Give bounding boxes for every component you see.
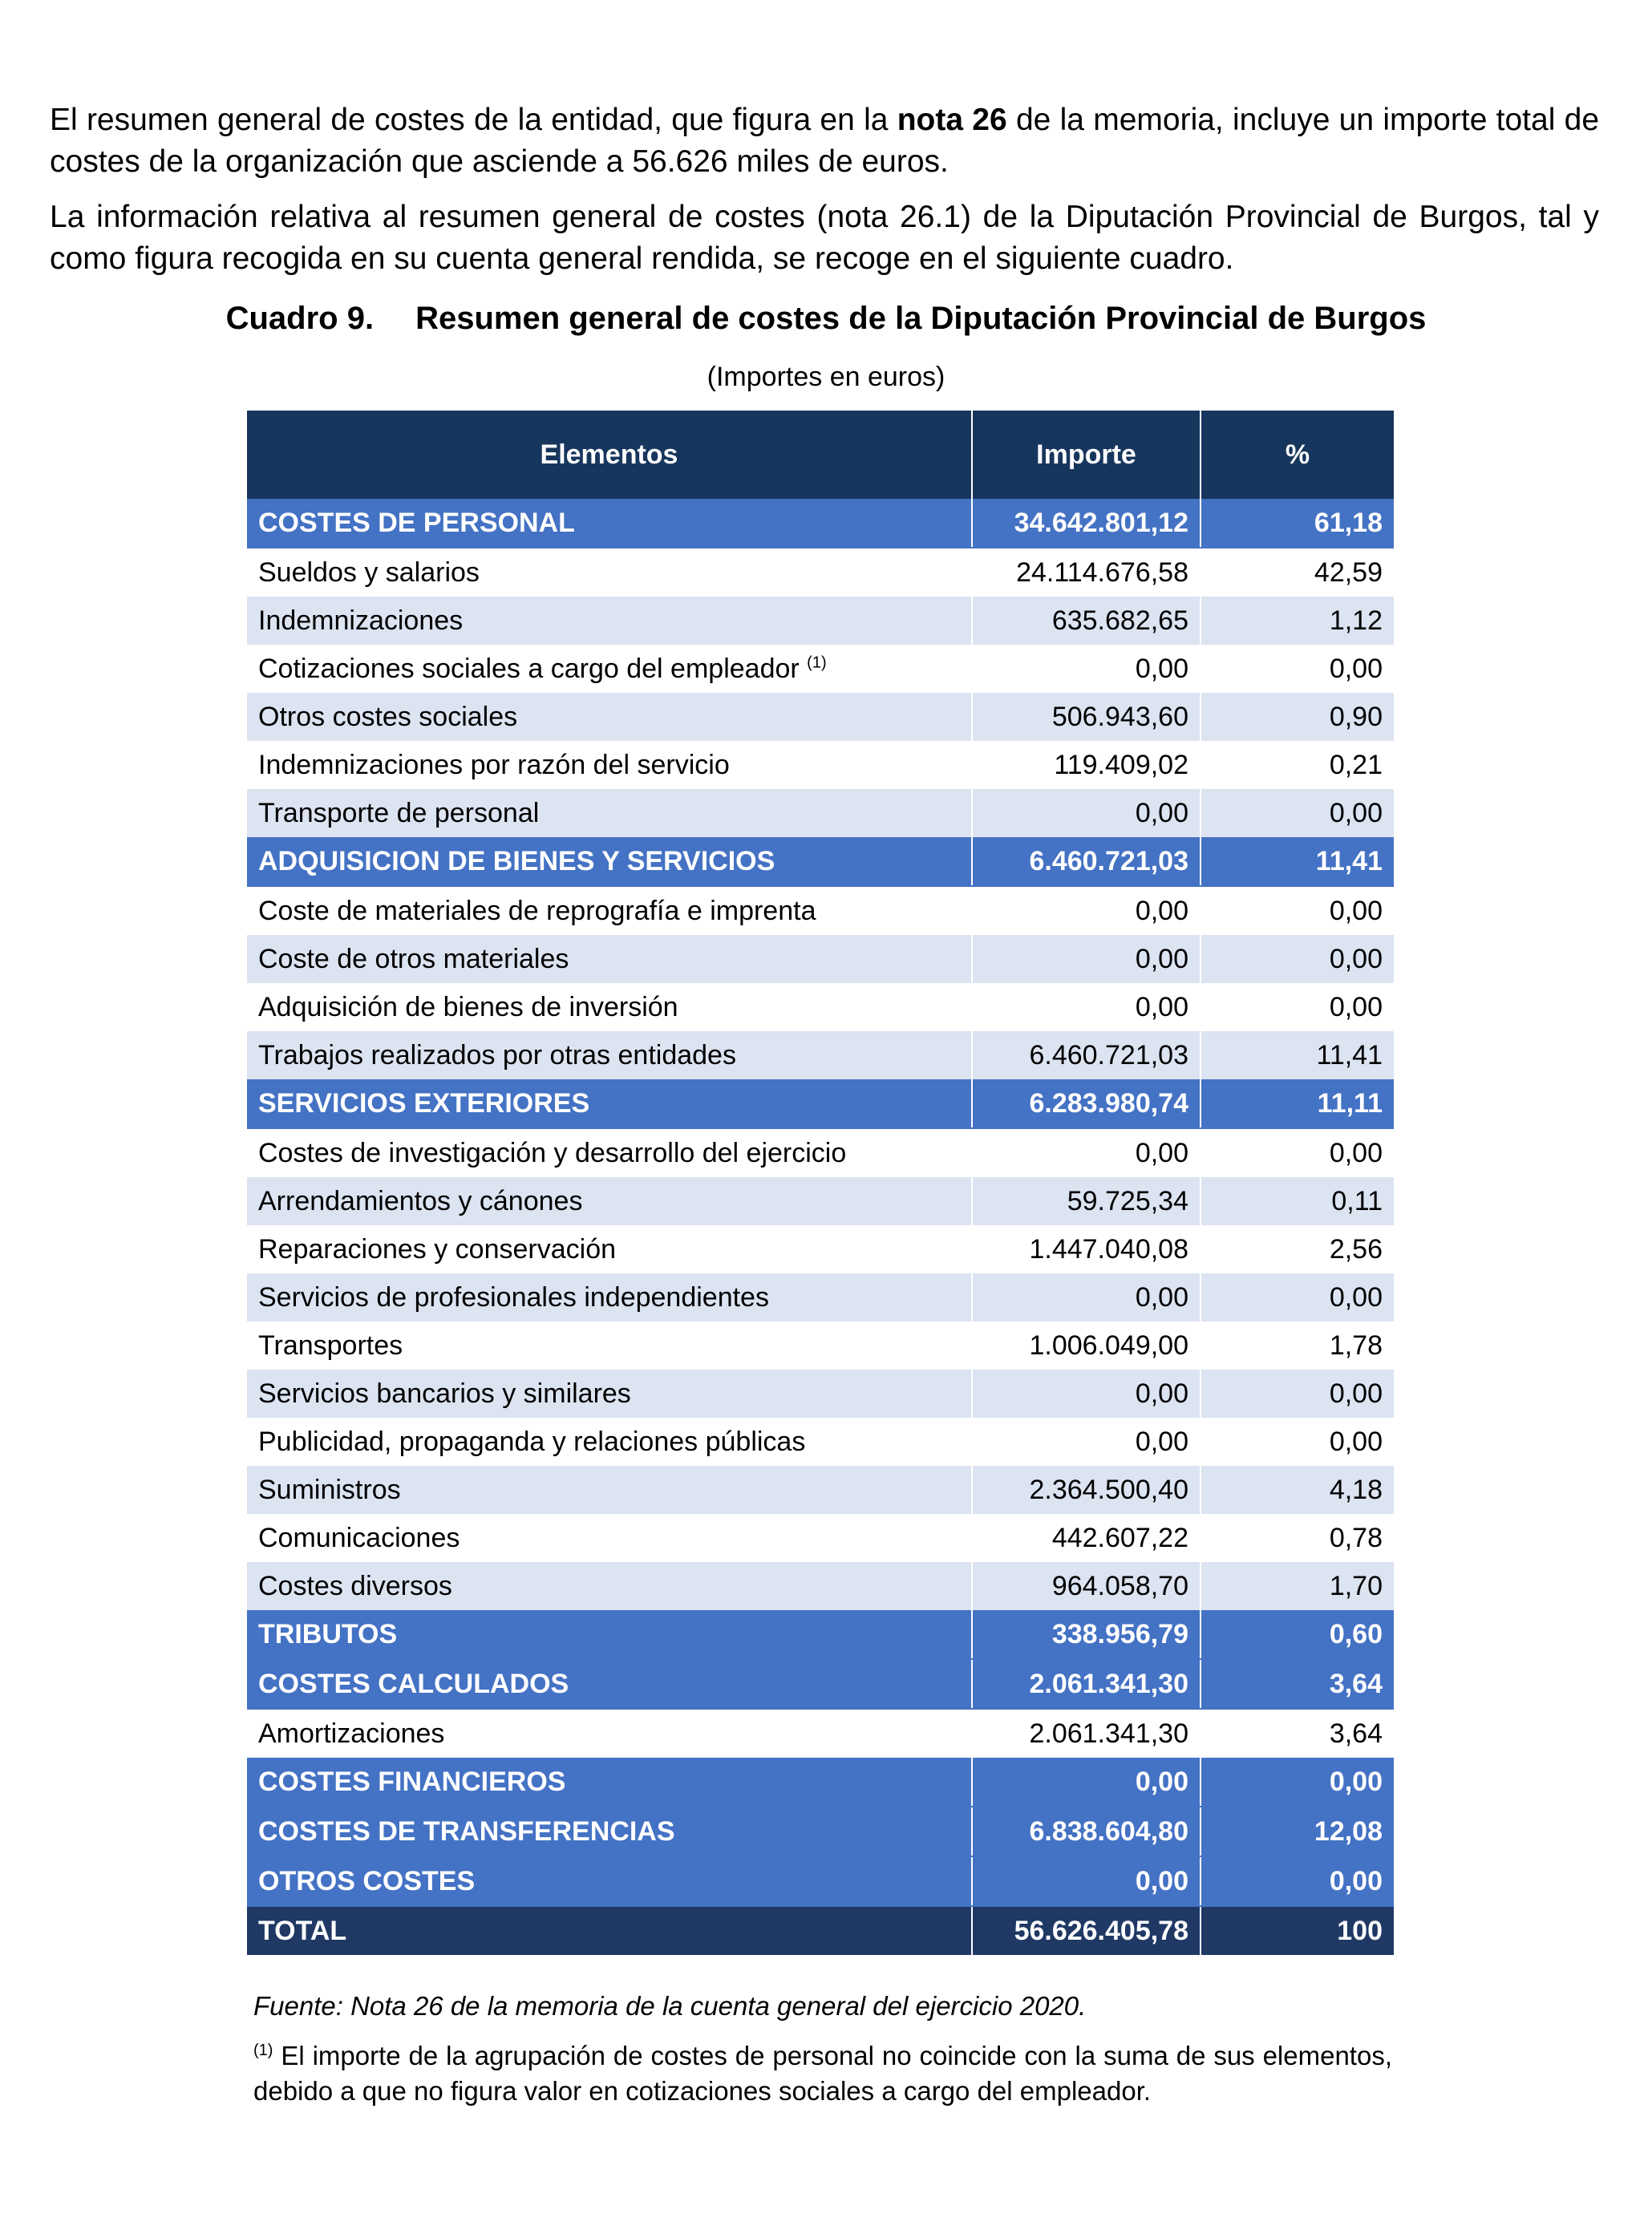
row-percent: 0,00 <box>1201 1418 1394 1466</box>
row-amount: 1.447.040,08 <box>972 1225 1201 1273</box>
row-label-text: Amortizaciones <box>258 1718 445 1749</box>
row-label <box>247 1906 972 1955</box>
row-label-text: Comunicaciones <box>258 1522 460 1553</box>
table-header-row <box>247 411 1394 499</box>
table-source: Fuente: Nota 26 de la memoria de la cuenta general del ejercicio 2020. <box>253 1991 1087 2021</box>
row-percent: 0,00 <box>1201 1856 1394 1906</box>
row-amount: 964.058,70 <box>972 1562 1201 1610</box>
row-amount: 0,00 <box>972 645 1201 693</box>
row-percent: 11,41 <box>1201 837 1394 886</box>
row-label-text: OTROS COSTES <box>258 1865 476 1896</box>
row-amount: 59.725,34 <box>972 1177 1201 1225</box>
row-label <box>247 499 972 548</box>
row-label <box>247 789 972 837</box>
row-percent: 0,00 <box>1201 935 1394 983</box>
row-percent: 3,64 <box>1201 1709 1394 1758</box>
row-amount: 6.460.721,03 <box>972 1031 1201 1079</box>
caption-title: Resumen general de costes de la Diputación Provincial de Burgos <box>415 301 1427 336</box>
intro-text-2: de la memoria, incluye un importe total de costes de la organización que asciende a 56.626 miles de euros. <box>50 103 1600 179</box>
table-row <box>247 1709 1394 1758</box>
row-label-text: Reparaciones y conservación <box>258 1233 617 1265</box>
row-label-text: Servicios bancarios y similares <box>258 1378 631 1409</box>
row-percent: 100 <box>1201 1906 1394 1955</box>
row-amount: 0,00 <box>972 1370 1201 1418</box>
row-label <box>247 597 972 645</box>
row-label <box>247 1466 972 1514</box>
row-percent: 0,78 <box>1201 1514 1394 1562</box>
row-label-text: COSTES CALCULADOS <box>258 1668 569 1699</box>
row-amount: 0,00 <box>972 1758 1201 1807</box>
units-note: (Importes en euros) <box>707 362 945 392</box>
table-row <box>247 1514 1394 1562</box>
row-amount: 0,00 <box>972 1418 1201 1466</box>
category-row <box>247 499 1394 548</box>
row-label-text: Coste de otros materiales <box>258 943 569 974</box>
row-label-text: Costes de investigación y desarrollo del ejercicio <box>258 1137 847 1168</box>
row-amount: 6.838.604,80 <box>972 1807 1201 1856</box>
footnote-reference: (1) <box>807 654 827 672</box>
table-row <box>247 789 1394 837</box>
row-label <box>247 548 972 597</box>
table-row <box>247 1321 1394 1370</box>
table-row <box>247 597 1394 645</box>
row-label-text: COSTES DE TRANSFERENCIAS <box>258 1815 675 1847</box>
row-percent: 12,08 <box>1201 1807 1394 1856</box>
intro-bold-note: nota 26 <box>897 103 1007 137</box>
row-label <box>247 1758 972 1807</box>
row-label-text: Indemnizaciones <box>258 605 464 636</box>
row-label <box>247 1273 972 1321</box>
row-amount: 635.682,65 <box>972 597 1201 645</box>
row-amount: 0,00 <box>972 1128 1201 1177</box>
table-row <box>247 886 1394 935</box>
row-label-text: Transporte de personal <box>258 797 540 828</box>
row-amount: 0,00 <box>972 1273 1201 1321</box>
row-amount: 1.006.049,00 <box>972 1321 1201 1370</box>
table-row <box>247 1370 1394 1418</box>
row-label <box>247 1562 972 1610</box>
row-percent: 0,00 <box>1201 1128 1394 1177</box>
row-percent: 1,78 <box>1201 1321 1394 1370</box>
table-row <box>247 1225 1394 1273</box>
table-row <box>247 935 1394 983</box>
row-label <box>247 645 972 693</box>
row-percent: 11,11 <box>1201 1079 1394 1128</box>
row-percent: 0,00 <box>1201 1273 1394 1321</box>
intro-paragraph <box>50 99 1599 183</box>
row-label-text: Cotizaciones sociales a cargo del empleador <box>258 653 800 684</box>
row-amount: 0,00 <box>972 886 1201 935</box>
table-row <box>247 983 1394 1031</box>
row-label <box>247 1514 972 1562</box>
row-label <box>247 1659 972 1709</box>
table-row <box>247 741 1394 789</box>
header-elementos: Elementos <box>247 411 972 499</box>
row-amount: 338.956,79 <box>972 1610 1201 1659</box>
table-row <box>247 1128 1394 1177</box>
row-label-text: Otros costes sociales <box>258 701 518 732</box>
row-label <box>247 1370 972 1418</box>
row-amount: 2.061.341,30 <box>972 1659 1201 1709</box>
table-row <box>247 1273 1394 1321</box>
row-label <box>247 886 972 935</box>
table-row <box>247 1031 1394 1079</box>
table-row <box>247 1177 1394 1225</box>
table-row <box>247 1466 1394 1514</box>
table-footnote <box>253 2038 1392 2109</box>
category-row <box>247 1758 1394 1807</box>
row-label <box>247 1079 972 1128</box>
row-label-text: COSTES DE PERSONAL <box>258 507 575 538</box>
row-label-text: Costes diversos <box>258 1570 452 1601</box>
row-label <box>247 1610 972 1659</box>
row-percent: 1,70 <box>1201 1562 1394 1610</box>
row-label-text: Coste de materiales de reprografía e imprenta <box>258 895 816 926</box>
row-label <box>247 1709 972 1758</box>
category-row <box>247 1807 1394 1856</box>
row-label <box>247 1856 972 1906</box>
row-label <box>247 1807 972 1856</box>
row-percent: 3,64 <box>1201 1659 1394 1709</box>
row-label-text: Servicios de profesionales independientes <box>258 1281 769 1313</box>
row-amount: 0,00 <box>972 983 1201 1031</box>
row-label <box>247 693 972 741</box>
row-label <box>247 1321 972 1370</box>
row-amount: 24.114.676,58 <box>972 548 1201 597</box>
table-row <box>247 1562 1394 1610</box>
row-amount: 0,00 <box>972 789 1201 837</box>
row-label-text: Adquisición de bienes de inversión <box>258 991 678 1022</box>
row-percent: 0,21 <box>1201 741 1394 789</box>
row-amount: 6.460.721,03 <box>972 837 1201 886</box>
total-row <box>247 1906 1394 1955</box>
row-amount: 2.061.341,30 <box>972 1709 1201 1758</box>
footnote-mark: (1) <box>253 2042 273 2059</box>
row-amount: 0,00 <box>972 1856 1201 1906</box>
row-label <box>247 1225 972 1273</box>
header-importe: Importe <box>972 411 1201 499</box>
row-percent: 0,60 <box>1201 1610 1394 1659</box>
table-row <box>247 693 1394 741</box>
row-percent: 0,11 <box>1201 1177 1394 1225</box>
row-amount: 0,00 <box>972 935 1201 983</box>
row-label <box>247 1128 972 1177</box>
row-percent: 0,00 <box>1201 886 1394 935</box>
row-percent: 61,18 <box>1201 499 1394 548</box>
footnote-text: El importe de la agrupación de costes de personal no coincide con la suma de sus elementos, debido a que no figura valor en cotizaciones sociales a cargo del empleador. <box>253 2041 1392 2106</box>
row-label-text: Trabajos realizados por otras entidades <box>258 1039 736 1071</box>
row-percent: 11,41 <box>1201 1031 1394 1079</box>
row-percent: 0,90 <box>1201 693 1394 741</box>
category-row <box>247 1079 1394 1128</box>
row-percent: 0,00 <box>1201 789 1394 837</box>
row-label-text: COSTES FINANCIEROS <box>258 1766 566 1797</box>
row-amount: 442.607,22 <box>972 1514 1201 1562</box>
row-percent: 0,00 <box>1201 1370 1394 1418</box>
row-label-text: Publicidad, propaganda y relaciones públicas <box>258 1426 806 1457</box>
row-label-text: Arrendamientos y cánones <box>258 1185 583 1216</box>
row-label-text: SERVICIOS EXTERIORES <box>258 1087 590 1119</box>
row-percent: 0,00 <box>1201 645 1394 693</box>
table-body <box>247 499 1394 1955</box>
row-percent: 2,56 <box>1201 1225 1394 1273</box>
intro-text-1: El resumen general de costes de la entidad, que figura en la <box>50 103 897 137</box>
row-label-text: ADQUISICION DE BIENES Y SERVICIOS <box>258 845 775 876</box>
category-row <box>247 837 1394 886</box>
category-row <box>247 1856 1394 1906</box>
row-label-text: Transportes <box>258 1330 403 1361</box>
row-label-text: TOTAL <box>258 1915 347 1946</box>
row-amount: 34.642.801,12 <box>972 499 1201 548</box>
row-label <box>247 1418 972 1466</box>
row-label-text: TRIBUTOS <box>258 1618 398 1649</box>
row-label <box>247 935 972 983</box>
context-paragraph: La información relativa al resumen general de costes (nota 26.1) de la Diputación Provincial de Burgos, tal y como figura recogida en su cuenta general rendida, se recoge en el siguiente cuadro. <box>50 200 1599 276</box>
caption-number: Cuadro 9. <box>225 301 375 336</box>
row-amount: 6.283.980,74 <box>972 1079 1201 1128</box>
row-amount: 506.943,60 <box>972 693 1201 741</box>
row-amount: 56.626.405,78 <box>972 1906 1201 1955</box>
row-percent: 0,00 <box>1201 1758 1394 1807</box>
row-label <box>247 1177 972 1225</box>
table-row <box>247 645 1394 693</box>
table-row <box>247 1418 1394 1466</box>
row-amount: 2.364.500,40 <box>972 1466 1201 1514</box>
row-label <box>247 1031 972 1079</box>
row-percent: 1,12 <box>1201 597 1394 645</box>
cost-summary-table <box>247 411 1394 1955</box>
row-percent: 4,18 <box>1201 1466 1394 1514</box>
row-label-text: Indemnizaciones por razón del servicio <box>258 749 730 780</box>
row-label-text: Sueldos y salarios <box>258 556 480 588</box>
category-row <box>247 1610 1394 1659</box>
row-amount: 119.409,02 <box>972 741 1201 789</box>
header-percent: % <box>1201 411 1394 499</box>
category-row <box>247 1659 1394 1709</box>
row-label <box>247 837 972 886</box>
row-percent: 0,00 <box>1201 983 1394 1031</box>
table-caption <box>0 297 1652 340</box>
row-label-text: Suministros <box>258 1474 401 1505</box>
row-percent: 42,59 <box>1201 548 1394 597</box>
row-label <box>247 983 972 1031</box>
row-label <box>247 741 972 789</box>
table-row <box>247 548 1394 597</box>
